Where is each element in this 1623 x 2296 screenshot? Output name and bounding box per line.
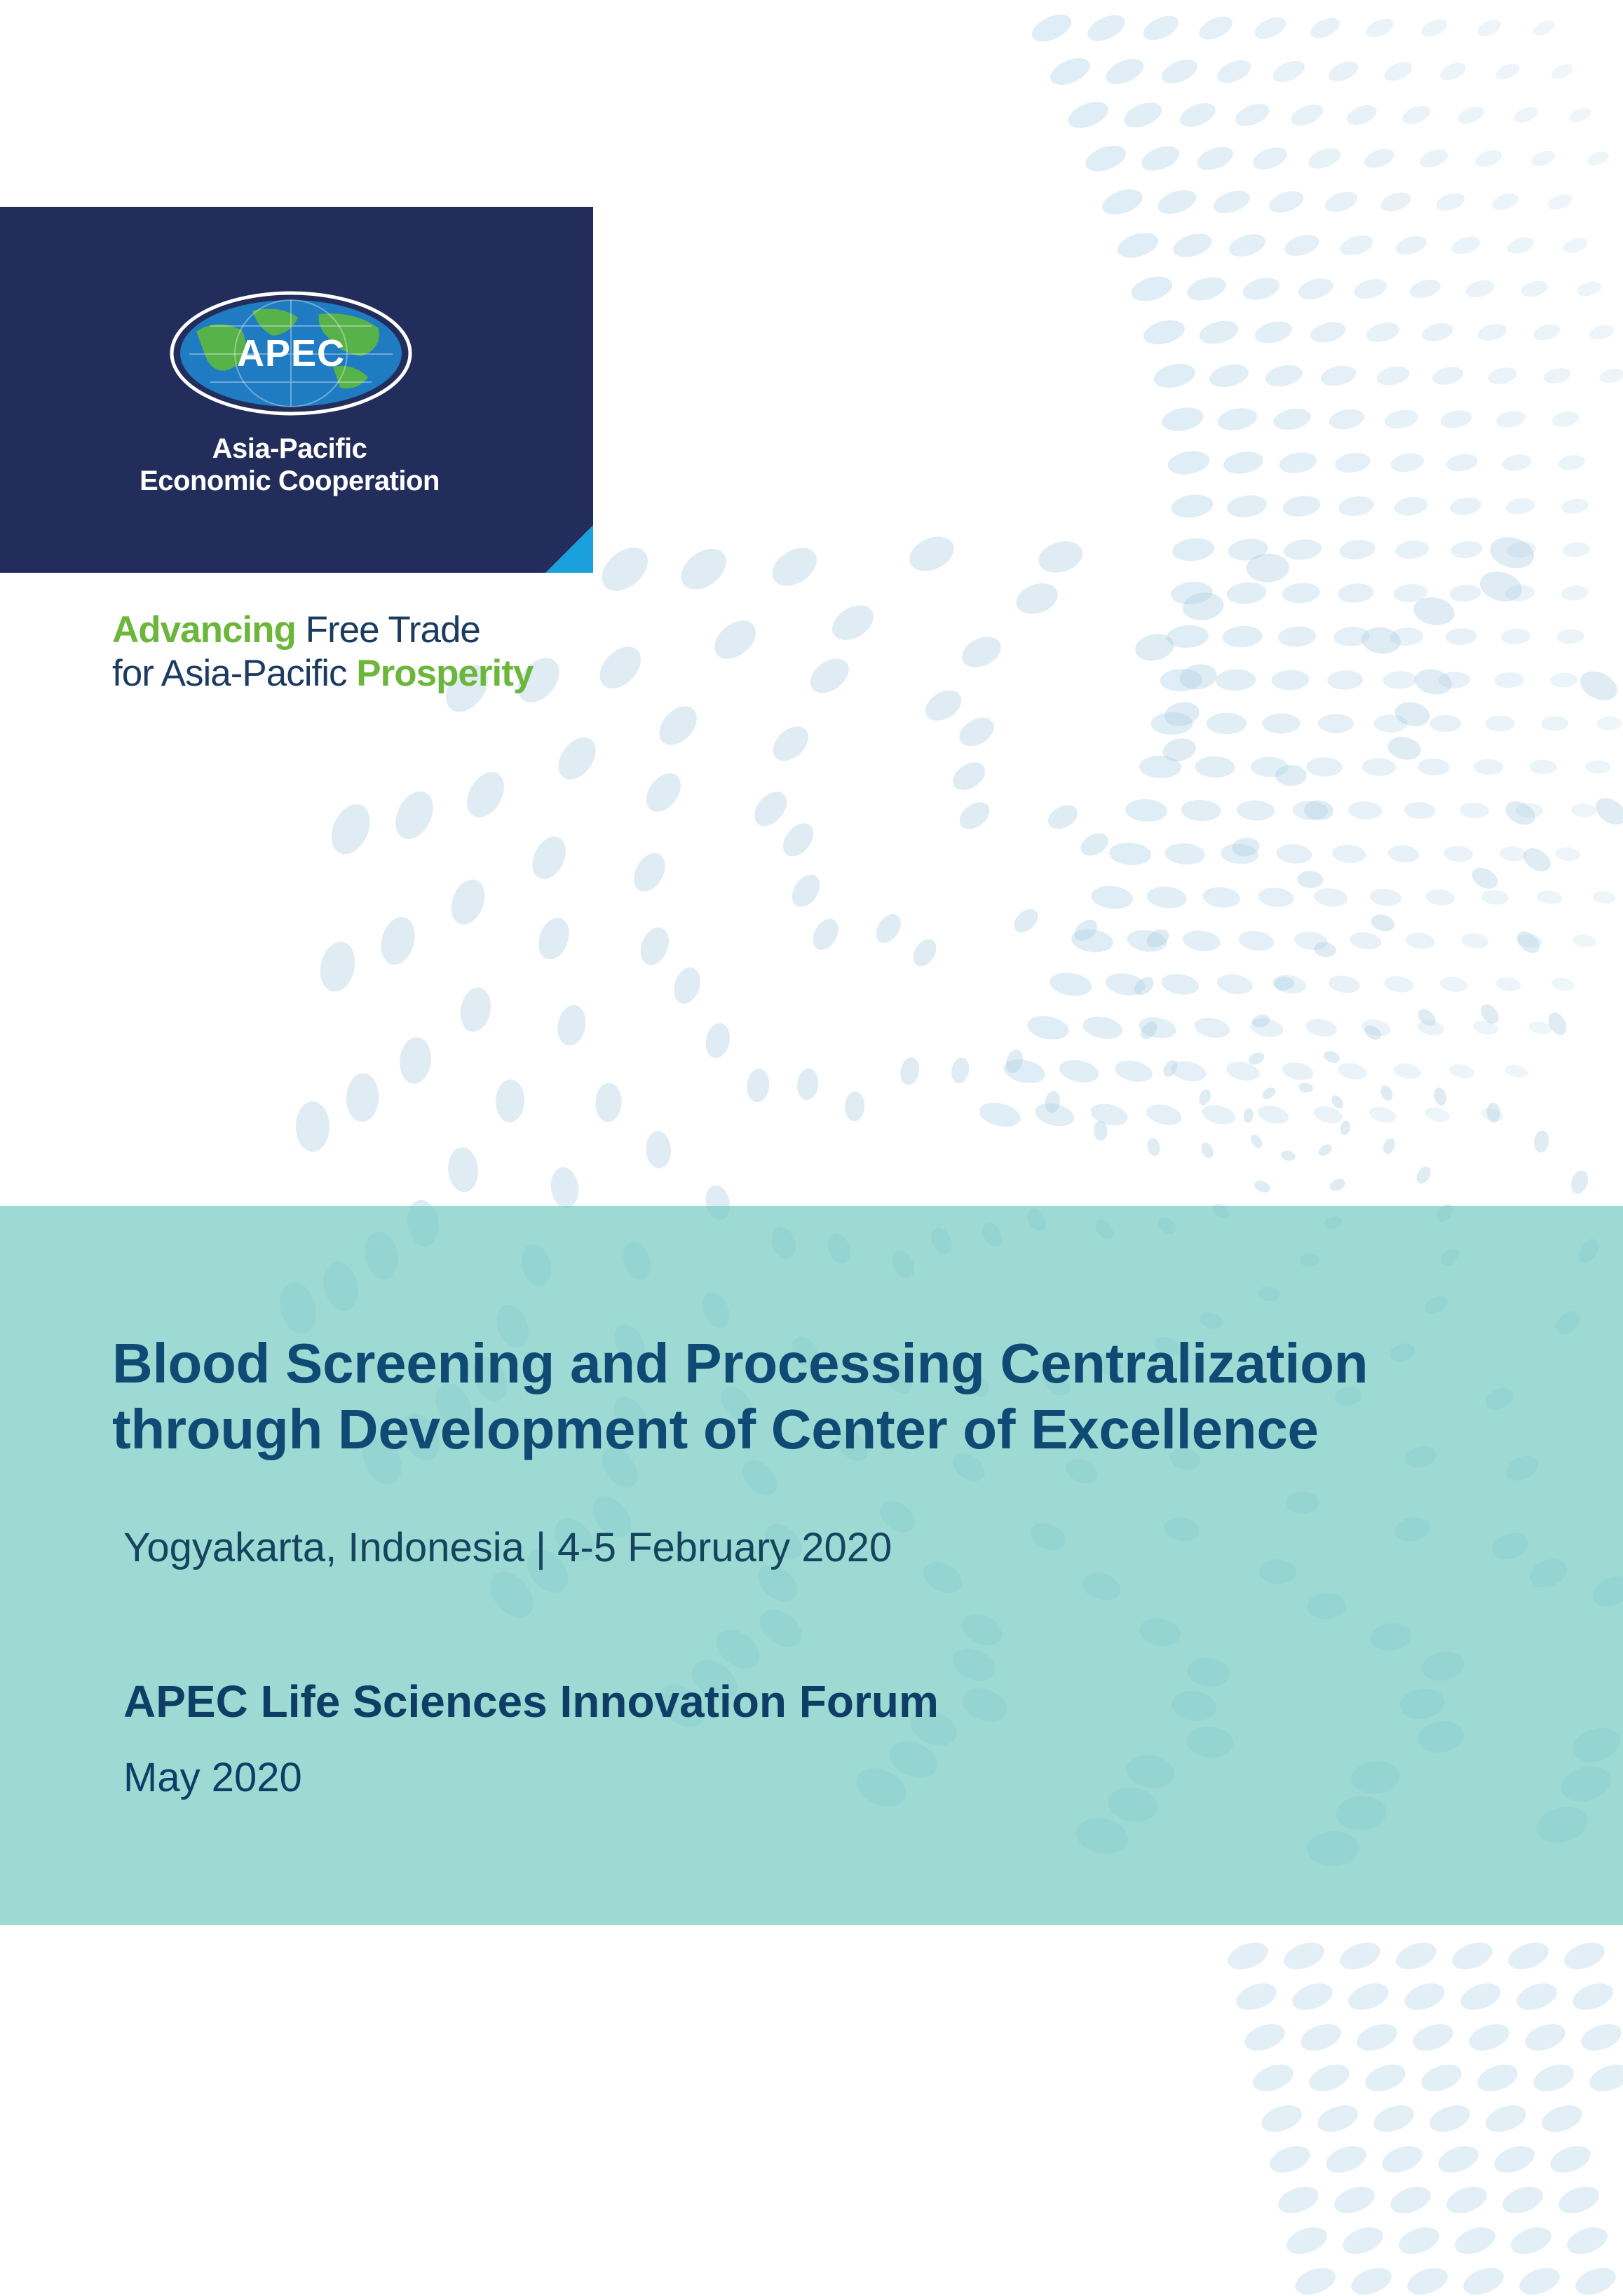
org-name-line-2: Economic Cooperation (140, 466, 440, 496)
tagline-for-asia-pacific: for Asia-Pacific (112, 653, 357, 694)
tagline-line-2 (112, 652, 533, 695)
org-name-line-1: Asia-Pacific (212, 433, 367, 464)
title-line-2: through Development of Center of Excellence (112, 1398, 1319, 1460)
apec-logo-word: APEC (236, 332, 346, 374)
tagline (112, 609, 533, 695)
forum-name: APEC Life Sciences Innovation Forum (123, 1676, 939, 1727)
event-venue-date: Yogyakarta, Indonesia | 4-5 February 2020 (123, 1525, 892, 1570)
apec-logo-box (0, 207, 593, 573)
tagline-line-1 (112, 609, 533, 652)
tagline-prosperity: Prosperity (356, 653, 534, 694)
document-title (112, 1331, 1556, 1462)
tagline-free-trade: Free Trade (295, 609, 480, 651)
organization-name (0, 433, 579, 497)
publication-date: May 2020 (123, 1755, 302, 1800)
title-line-1: Blood Screening and Processing Centralization (112, 1332, 1369, 1394)
tagline-advancing: Advancing (112, 609, 296, 651)
logo-corner-accent (545, 525, 593, 573)
